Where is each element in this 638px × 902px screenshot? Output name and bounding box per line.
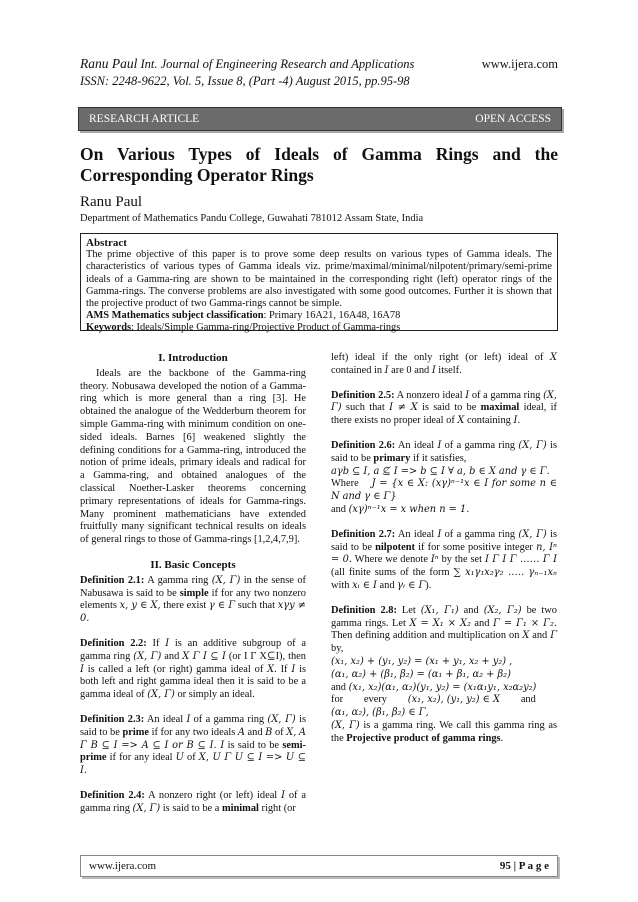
text: is said to be [331,439,557,464]
title-line-2: Corresponding Operator Rings [80,165,314,185]
math: I [384,364,389,376]
definition-label: Definition 2.6: [331,439,396,451]
header-url[interactable]: www.ijera.com [481,57,558,71]
math: γ ∈ Γ [208,600,236,612]
section-heading-basic-concepts: II. Basic Concepts [150,558,236,571]
text: A nonzero right (or left) ideal [144,789,282,801]
page-number: 95 | P a g e [499,860,549,872]
text: Where we denote [351,554,431,566]
math: (X, Γ) [518,439,547,451]
math: xγy ≠ 0. [80,600,306,625]
text: are 0 and [388,364,432,376]
where-clause [331,478,557,504]
header-journal: Int. Journal of Engineering Research and Applications [140,57,415,71]
text: by the set [438,554,485,566]
article-type-banner [78,107,562,131]
text: there exist [160,600,209,612]
math: (xγ)ⁿ⁻¹x = x when n = 1. [348,503,470,515]
keywords-label: Keywords [86,322,132,334]
math: γᵢ ∈ Γ [397,579,426,591]
research-article-label: RESEARCH ARTICLE [89,113,200,125]
text: if it satisfies, [410,452,467,464]
text: and [331,681,349,693]
keywords [86,322,552,334]
text: ). [425,579,432,591]
math: I [165,637,170,649]
text: left) ideal if the only right (or left) ideal of [331,352,551,363]
math: I [186,713,191,725]
text: . If [274,663,292,675]
math: X, U Γ U ⊆ I => U ⊆ I. [80,752,306,777]
definition-label: Definition 2.3: [80,713,145,725]
author-affiliation: Department of Mathematics Pandu College, Guwahati 781012 Assam State, India [80,213,424,224]
math: X, [286,726,297,738]
text: Then defining addition and multiplication on [331,630,523,642]
definition-2-5 [331,390,557,428]
math: Γ = Γ₁ × Γ₂. [492,617,557,629]
text: of a gamma ring [469,389,544,401]
ams-label: AMS Mathematics subject classification [86,310,264,322]
text: A nonzero ideal [394,389,466,401]
text: is said to be a [160,802,222,814]
text: with [331,579,353,591]
math: (X, Γ) [331,389,558,414]
text: is said to be [80,713,306,738]
math: I [431,364,436,376]
term: nilpotent [375,541,415,553]
keywords-value: : Ideals/Simple Gamma-ring/Projective Product of Gamma-rings [131,322,401,334]
text: containing [464,415,514,427]
text: and [500,694,536,706]
text: of a gamma ring [190,713,268,725]
term: prime [122,726,149,738]
definition-2-4 [80,790,306,816]
primary-condition: aγb ⊆ I, a ⊈ I => b ⊆ I ∀ a, b ∈ X and γ ∈ Γ. [331,465,550,477]
math: J = {x ∈ X: (xγ)ⁿ⁻¹x ∈ I for some n ∈ N and γ ∈ Γ} [331,478,557,503]
text: and [470,617,493,629]
definition-label: Definition 2.4: [80,789,145,801]
math: I [437,439,442,451]
math: n, Iⁿ = 0. [331,541,558,566]
definition-label: Definition 2.8: [331,604,397,616]
ams-classification [86,310,552,322]
ams-value: : Primary 16A21, 16A48, 16A78 [263,310,401,322]
definition-label: Definition 2.1: [80,574,145,586]
math: I [80,663,84,675]
text: ideal, if there exists no proper ideal of [331,402,557,427]
math: Iⁿ [430,554,439,566]
definition-2-6 [331,440,557,517]
math: X Γ I ⊆ I [182,650,226,662]
math: B [265,726,273,738]
author-name: Ranu Paul [80,194,143,210]
text: is said to be [417,402,481,414]
text: is a gamma ring. We call this gamma ring as the [331,719,557,744]
text: for every [331,694,408,706]
text: is said to be [224,739,283,751]
equation-addition-gamma: (α₁, α₂) + (β₁, β₂) = (α₁ + β₁, α₂ + β₂) [331,668,511,680]
text: and [161,650,183,662]
text: if for any two nonzero elements [80,587,306,612]
math: X [550,352,557,363]
text: is an additive subgroup of a gamma ring [80,637,306,662]
text: If [146,637,166,649]
text: and [331,503,349,515]
text: if for any ideal [106,752,176,764]
text: is both left and right gamma ideal then it is said to be a gamma ideal of [80,663,306,701]
definition-text [331,440,557,466]
text: (all finite sums of the form [331,567,454,579]
abstract-body: The prime objective of this paper is to prove some deep results on various types of Gamma ideals. The characteristics of various types of Gamma ideals viz. prime/maximal/minimal/nilpotent/primary/semi-prime ideals of a Gamma-ring are shown to be maintained in the corresponding right (left) operator rings of the Gamma-rings. The converse problems are also investigated with some good outcomes. Further it is shown that the projective product of two Gamma-rings cannot be simple. [86,249,552,310]
text: and [529,630,551,642]
text: Where [331,478,359,490]
math: (X, Γ) [267,713,296,725]
text: is called a left (or right) gamma ideal of [83,663,268,675]
math: (X, Γ) [132,802,161,814]
math: (X₂, Γ₂) [483,604,522,616]
definition-label: Definition 2.2: [80,637,147,649]
introduction-paragraph: Ideals are the backbone of the Gamma-ring theory. Nobusawa developed the notion of a Gamma-ring which is more general than a ring [3]. He obtained the analogue of the Wedderburn theorem for simple Gamma-ring with minimum condition on one-sided ideals. Barnes [6] weakened slightly the defining conditions for a Gamma-ring, introduced the notion of prime ideals, primary ideals and radical for a Gamma-ring, and obtained analogues of the classical Noether-Lasker theorems concerning primary representations of ideals for Gamma-rings. Many prominent mathematicians have extended fruitfully many significant technical results on ideals of general rings to those of Gamma-rings [1,2,4,7,9]. [80,367,306,546]
text: in the sense of Nabusawa is said to be [80,574,306,599]
equation-multiplication [331,682,557,695]
definition-label: Definition 2.7: [331,528,396,540]
section-heading-introduction: I. Introduction [158,352,228,364]
math: xᵢ ∈ I [352,579,377,591]
text: of [272,726,287,738]
text: A gamma ring [144,574,212,586]
math: I [281,789,285,801]
term: minimal [221,802,259,814]
text: Let [396,604,421,616]
equation-addition-x: (x₁, x₂) + (y₁, y₂) = (x₁ + y₁, x₂ + y₂) , [331,655,513,667]
math: I [437,528,442,540]
header-issn: ISSN: 2248-9622, Vol. 5, Issue 8, (Part -4) August 2015, pp.95-98 [80,74,410,88]
text: such that [341,402,390,414]
term: primary [373,452,411,464]
text: An ideal [395,439,438,451]
math: I [465,389,470,401]
definition-text [331,605,557,656]
math: X [267,663,275,675]
text: is said to be [331,528,557,553]
footer-url[interactable]: www.ijera.com [89,860,157,872]
header-citation [80,56,414,72]
text: such that [235,600,278,612]
math: (X, Γ) [147,689,175,701]
text: . [500,732,504,744]
math: I. [513,415,521,427]
text: contained in [331,364,385,376]
text: right (or [258,802,296,814]
text: An ideal [395,528,438,540]
math: A [237,726,245,738]
math: (x₁, x₂), (y₁, y₂) ∈ X [407,694,501,706]
text: itself. [435,364,462,376]
abstract-heading: Abstract [86,237,127,249]
text: of a gamma ring [441,439,519,451]
term: Projective product of gamma rings [346,732,501,744]
definition-2-2 [80,638,306,702]
math: (x₁, x₂)(α₁, α₂)(y₁, y₂) = (x₁α₁y₁, x₂α₂y₂) [348,681,537,693]
math: (X, Γ) [331,719,360,731]
math: (X, Γ) [211,574,241,586]
definition-2-3 [80,714,306,778]
projective-product-statement [331,720,557,746]
definition-2-7 [331,529,557,593]
math: (X, Γ) [518,528,547,540]
text: An ideal [144,713,187,725]
math: X = X₁ × X₂ [409,617,471,629]
math: X [457,415,465,427]
title-line-1: On Various Types of Ideals of Gamma Rings and the [80,144,558,164]
definition-2-8 [331,605,557,746]
page-footer [80,855,558,877]
and-clause [331,504,557,517]
text: and [376,579,398,591]
abstract-box [80,233,558,334]
math: A Γ B ⊆ I => A ⊆ I or B ⊆ I. I [80,726,306,751]
text: be two gamma rings. Let [331,604,557,629]
math: I ≠ X [389,402,418,414]
math: ∑ x₁γ₁x₂γ₂ ….. γₙ₋₁xₙ [453,567,557,579]
math: x, y ∈ X, [119,600,161,612]
text: if for some positive integer [414,541,537,553]
math: X [522,630,530,642]
running-header [80,56,558,89]
definition-2-4-continued [331,352,557,378]
term: semi-prime [80,739,306,764]
left-column [80,352,306,828]
header-author: Ranu Paul [80,56,138,71]
term: simple [179,587,209,599]
paper-title [80,144,558,186]
term: maximal [480,402,520,414]
right-column [331,352,557,758]
text: and [244,726,266,738]
math: U [175,752,184,764]
math: (X, Γ) [133,650,162,662]
math: (X₁, Γ₁) [420,604,459,616]
gamma-elements: (α₁, α₂), (β₁, β₂) ∈ Γ, [331,707,429,719]
text: if for any two ideals [148,726,238,738]
text: or simply an ideal. [174,689,255,701]
text: of [183,752,199,764]
text: (or I Γ X⊆I), then [225,650,306,662]
text: and [458,604,484,616]
text: by, [331,643,344,655]
math: I Γ I Γ …… Γ I [484,554,558,566]
definition-label: Definition 2.5: [331,389,395,401]
definition-2-1 [80,575,306,626]
math: I [291,663,296,675]
open-access-label: OPEN ACCESS [475,113,551,125]
text: of a gamma ring [441,528,519,540]
for-every-clause [331,694,557,707]
text: of a gamma ring [80,789,306,814]
math: Γ [550,630,557,642]
